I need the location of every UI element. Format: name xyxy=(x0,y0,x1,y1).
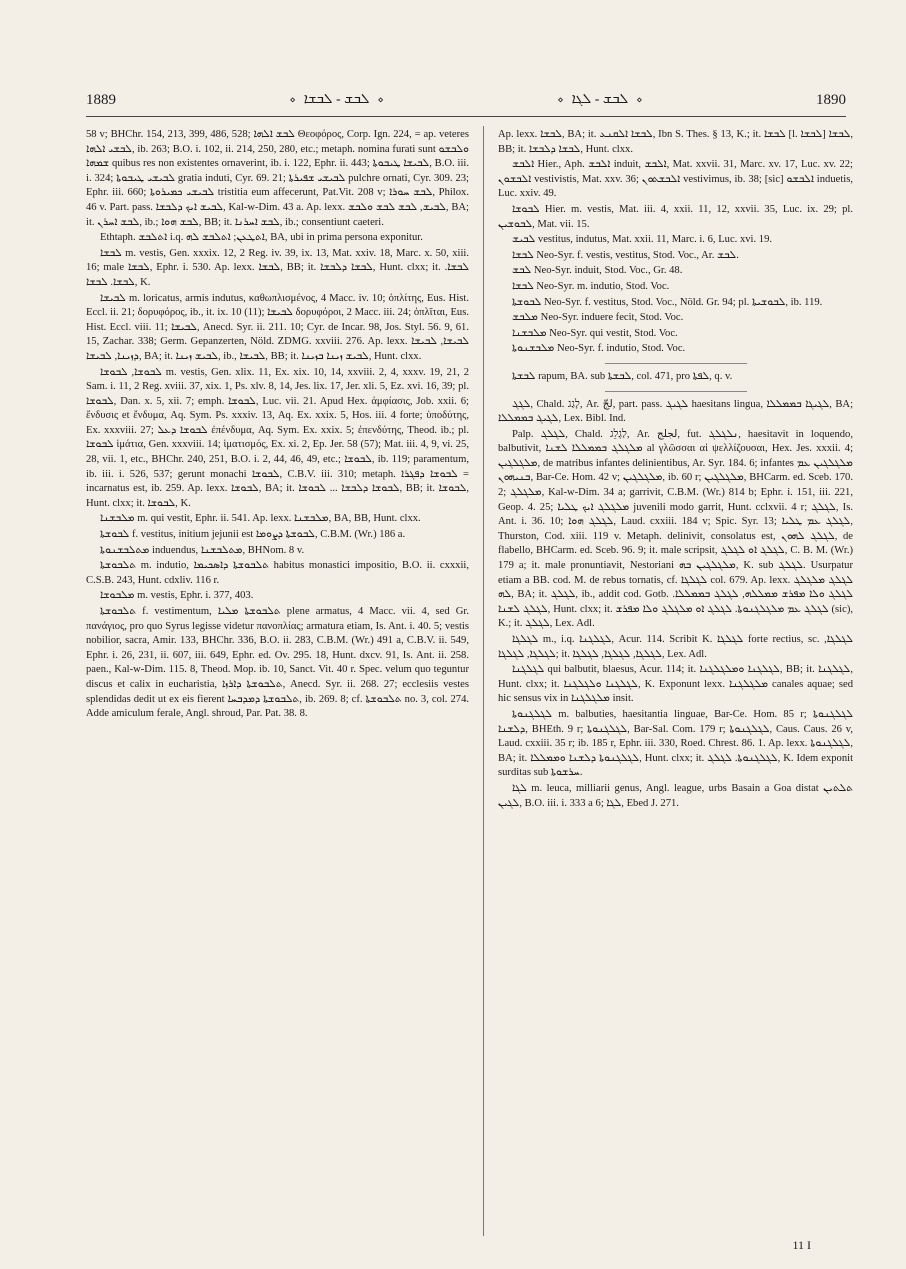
right-running-title-text: ܠܒܫ - ܠܓܐ xyxy=(571,92,629,107)
entry-paragraph: ܠܒܝܫ vestitus, indutus, Mat. xxii. 11, Marc. i. 6, Luc. xvi. 19. xyxy=(512,234,773,246)
entry-paragraph: ܡܬܠܒܫܢܘܬܐ induendus, ܡܬܠܒܫܢܐ, BHNom. 8 v. xyxy=(100,544,305,556)
right-page-number: 1890 xyxy=(816,91,846,108)
entry-paragraph: ܠܓܓ, Chald. לָגַג, Ar. لجّ, part. pass. ܠܓܝܓ haesitans lingua, ܠܓܝܓܐ ܒܡܡܠܠܐ, BA; ܠܓܝܓ ܒܡܡܠܠܐ, Lex. Bibl. Ind. xyxy=(498,398,854,425)
entry-paragraph: ܠܒܘܫܐ Hier. m. vestis, Mat. iii. 4, xxii. 11, 12, xxvii. 35, Luc. ix. 29; pl. ܠܒܘܫܝܢ, Mat. vii. 15. xyxy=(498,203,853,230)
entry-paragraph: ܠܒܘܫܬܐ Neo-Syr. f. vestitus, Stod. Voc., Nöld. Gr. 94; pl. ܠܒܘܫܝܬܐ, ib. 119. xyxy=(512,296,823,308)
entry-paragraph: ܡܠܒܫܢܐ m. qui vestit, Ephr. ii. 541. Ap. lexx. ܡܠܒܫܢܐ, BA, BB, Hunt. clxx. xyxy=(100,513,421,525)
ornament-icon: ⋄ xyxy=(289,94,296,106)
entry-paragraph: Palp. ܠܓܠܓ, Chald. לַגְלֵג, Ar. لجلج, fut. ܢܠܓܠܓ, haesitavit in loquendo, balbutivit, ܡܠܓܠܓ ܒܡܡܠܠܐ ܠܫܢܐ al γλῶσσαι αἱ ψελλίζουσαι, Hex. Jes. xxxii. 4; ܡܠܓܠܓܝܢ, de matribus infantes delinientibus, Ar. Syr. 184. 6; infantes ܡܠܓܠܓܝܢ ܥܡ ܒܢܝܗܘܢ, Bar-Ce. Hom. 42 v; ܡܠܓܠܓܝܢ, ib. 60 r; ܡܠܓܠܓܝܢ, BHCarm. ed. Sceb. 170. 2; ܡܠܓܠܓ, Kal-w-Dim. 34 a; garrivit, C.B.M. (Wr.) 814 b; Ephr. i. 151, iii. 221, Geop. 4. 25; ܡܠܓܠܓ ܐܝܟ ܛܠܝܐ juvenili modo garrit, Hunt. cclxvii. 4 r; ܠܓܠܓ, Is. Ant. i. 36. 10; ܠܓܠܓ ܗܘܐ, Laud. cxxiii. 184 v; Spic. Syr. 13; ܠܓܠܓ ܥܡ ܛܠܝܐ, Thurston, Cod. xiii. 119 v. Metaph. delinivit, consolatus est, ܠܓܠܓ ܠܗܘܢ, de flabello, BHCarm. ed. Sceb. 96. 9; it. male scripsit, ܠܓܠܓ ܐܘ ܠܓܠܓ, C. B. M. (Wr.) 179 a; it. male pronuntiavit, Nestoriani ܡܠܓܠܓܝܢ ܒܗ, K. sub ܠܓܠܓ. Usurpatur etiam a BB. cod. M. de rebus tornatis, cf. ܠܓܠܓܐ col. 679. Ap. lexx. ܠܓܠܓ ܡܠܓܠܓ ܠܗ, BA; it. ܠܓܠܓ, ib., addit cod. Gotb. ܠܓܠܓ ܘܠܐ ܡܦܪܫ ܡܡܠܠܗ, ܠܓܠܓ ܒܡܡܠܠܐ. ܠܓܠܓ ܠܫܢܐ, Hunt. clxx; it. ܠܓܠܓ ܥܡ ܡܠܓܠܓܢܘܬܐ. ܠܓܠܓ ܐܘ ܡܠܓܠܓ ܘܠܐ ܡܦܪܫ (sic), K.; it. ܠܓܠܓ, Lex. Adl. xyxy=(498,428,854,630)
entry-paragraph: ܠܒܫܐ Neo-Syr. f. vestis, vestitus, Stod. Voc., Ar. ܠܒܫ. xyxy=(512,249,739,261)
entry-paragraph: Ethtaph. ܐܬܠܒܫ i.q. ܐܬܛܥܢ; ܐܬܠܒܫ ܠܗ, BA, ubi in prima persona exponitur. xyxy=(100,232,423,244)
left-column xyxy=(86,128,469,723)
page-header xyxy=(86,88,846,112)
entry-paragraph: ܡܠܒܫܢܘܬܐ Neo-Syr. f. indutio, Stod. Voc. xyxy=(512,343,686,355)
entry-paragraph: ܠܒܘܫܐ, ܠܒܘܫܐ m. vestis, Gen. xlix. 11, Ex. xix. 10, 14, xxviii. 2, 4, xxxv. 19, 21, 2 Sam. i. 11, 2 Reg. xviii. 37, xix. 1, Ps. xlv. 8, 14, Jes. lix. 17, Jer. xli. 5, Ez. xvi. 16, 39; pl. ܠܒܘܫܐ, Dan. x. 5, xii. 7; emph. ܠܒܘܫܐ, Luc. vii. 21. Apud Hex. ἀμφίασις, Job. xxii. 6; ἔνδυσις et ἔνδυμα, Aq. Sym. Ps. xxxiv. 13, Aq. Ex. xxix. 5, Hos. iii. 4 forte; ὑποδύτης, Ex. xxxviii. 27; ܠܒܘܫܐ ܕܥܠ ἐπένδυμα, Aq. Sym. Ex. xxix. 5; ἐπενδύτης, Theod. ib.; pl. ܠܒܘܫܐ ἱμάτια, Gen. xxxviii. 14; ἱματισμός, Ex. xi. 2, Ep. Jer. 58 (57); Mat. iii. 4, 9, vi. 25, 28, vii. 1, etc., BHChr. 240, 251, B.O. i. 2, 44, 46, 49, etc.; ܠܒܘܫܐ, ib. 119; paramentum, ib. iii. i. 526, 537; gerunt monachi ܠܒܘܫܐ, C.B.V. iii. 310; metaph. ܠܒܘܫܐ ܕܦܓܪܐ = incarnatus est, ib. 259. Ap. lexx. ܠܒܘܫܐ, BA; it. ܠܒܘܫܐ ܕܠܒܫܐ ... ܠܒܘܫܐ, BB; it. ܠܒܘܫܐ, Hunt. clxx; it. ܠܒܘܫܐ, K. xyxy=(86,366,469,509)
section-divider xyxy=(605,391,747,392)
entry-paragraph: ܠܒܫܐ m. vestis, Gen. xxxix. 12, 2 Reg. iv. 39, ix. 13, Mat. xxiv. 18, Marc. x. 50, xiii. 16; male ܠܒܫܐ, Ephr. i. 530. Ap. lexx. ܠܒܫܐ, BB; it. ܠܒܫܐ ܕܠܒܫܐ, Hunt. clxx; it. ܠܒܫܐ. ܠܒܫܐ. ܠܒܫܐ, K. xyxy=(86,247,470,288)
right-column xyxy=(498,128,853,812)
entry-paragraph: Ap. lexx. ܠܒܫܐ, BA; it. ܠܒܫܐ ܐܠܩܢܥ, Ibn S. Thes. § 13, K.; it. ܠܒܫܐ [l. ܠܒܫܐ] ܠܒܫܐ, BB; it. ܠܒܫܐ ܕܠܒܫܐ, Hunt. clxx. xyxy=(498,129,854,155)
entry-paragraph: ܡܠܒܘܫܐ m. vestis, Ephr. i. 377, 403. xyxy=(100,590,254,602)
entry-paragraph: ܡܠܒܫ Neo-Syr. induere fecit, Stod. Voc. xyxy=(512,312,684,324)
entry-paragraph: ܐܠܒܫ Hier., Aph. ܐܠܒܫ induit, ܐܠܒܫ, Mat. xxvii. 31, Marc. xv. 17, Luc. xv. 22; ܐܠܒܫܘܢ vestivistis, Mat. xxv. 36; ܐܠܒܫܬܘܢ vestivimus, ib. 38; [sic] ܐܠܒܫܘ induetis, Luc. xxiv. 49. xyxy=(498,159,854,200)
header-rule xyxy=(86,116,846,117)
entry-paragraph: 58 v; BHChr. 154, 213, 399, 486, 528; ܠܒܫ ܐܠܗܐ Θεοφόρος, Corp. Ign. 224, = ap. veteres ܠܒܫܝ ܐܠܗܐ, ib. 263; B.O. i. 102, ii. 214, 250, 280, etc.; metaph. nomina furati sunt ܘܠܒܫܘ ܫܡܗܐ quibus res non existentes ornaverint, ib. i. 122, Ephr. ii. 443; ܠܒܝܫܐ ܛܝܒܘܬܐ, B.O. iii. i. 324; ܠܒܝܫܝ ܛܝܒܘܬܐ gratia induti, Cyr. 69. 21; ܠܒܝܫܝ ܫܦܝܪܬܐ pulchre ornati, Cyr. 309. 23; Ephr. iii. 660; ܠܒܝܫܝ ܟܡܝܪܘܬܐ tristitia eum affecerunt, Pat.Vit. 208 v; ܠܒܫ ܚܘܪܐ, Philox. 46 v. Part. pass. ܠܒܝܫ ܐܝܟ ܕܠܒܫܐ, Kal-w-Dim. 43 a. Ap. lexx. ܠܒܝܫ, ܠܒܫ ܠܒܫ ܘܠܒܫ, BA; it. ܠܒܫ ܐܚܪܢ, ib.; ܠܒܫ ܗܘܐ, BB; it. ܠܒܫ ܐܚܪܢܐ, ib.; consentiunt caeteri. xyxy=(86,129,470,228)
left-running-title xyxy=(290,92,384,108)
entry-paragraph: ܬܠܒܘܫܬܐ m. indutio, ܬܠܒܘܫܬܐ ܕܐܣܟܝܡܐ habitus monastici impositio, B.O. ii. cxxxii, C.S.B. 243, Hunt. cdxliv. 116 r. xyxy=(86,560,469,586)
entry-paragraph: ܠܒܝܫܐ m. loricatus, armis indutus, καθωπλισμένος, 4 Macc. iv. 10; ὁπλίτης, Eus. Hist. Eccl. ii. 21; δορυφόρος, ib., it. ix. 10 (11); ܠܒܝܫܐ δορυφόροι, 2 Macc. iii. 24; ὁπλῖται, Eus. Hist. Eccl. viii. 11; ܠܒܝܫܐ, Anecd. Syr. ii. 211. 10; Cyr. de Incar. 98, Jos. Styl. 56. 9, 61. 15, Zachar. 338; Germ. Gepanzerten, Nöld. ZDMG. xxviii. 276. Ap. lexx. ܠܒܝܫܐ, ܠܒܝܫܐ ܕܙܝܢܐ, ܠܒܝܫܐ, BA; it. ܠܒܝܫ ܙܝܢܐ, ib., ܠܒܝܫܐ, BB; it. ܠܒܝܫ ܙܝܢܐ ܒܙܝܢܐ, Hunt. clxx. xyxy=(86,292,469,362)
section-divider xyxy=(605,363,747,364)
entry-paragraph: ܠܓܠܓܢܐ qui balbutit, blaesus, Acur. 114; it. ܠܓܠܓܢܐ ܘܡܠܓܠܓܢܐ, BB; it. ܠܓܠܓܢܐ, Hunt. clxx; it. ܠܓܠܓܢܐ ܘܠܓܠܓܢܐ, K. Exponunt lexx. ܡܠܓܠܓܢܐ canales aquae; sed hic sensus vix in ܡܠܓܠܓܢܐ insit. xyxy=(498,664,853,705)
entry-paragraph: ܠܒܫ Neo-Syr. induit, Stod. Voc., Gr. 48. xyxy=(512,265,683,277)
ornament-icon: ⋄ xyxy=(377,94,384,106)
entry-paragraph: ܬܠܒܘܫܬܐ f. vestimentum, ܬܠܒܘܫܬܐ ܡܠܝܐ plene armatus, 4 Macc. vii. 4, sed Gr. πανάγιος, pro quo Syrus legisse videtur πανοπλίας; armatura etiam, Is. Ant. i. 40. 5; vestis nobilior, sacra, Amir. 133, BHChr. 336, B.O. ii. 283, C.B.M. (Wr.) 491 a, C.B.V. ii. 549, Ephr. i. 26, 231, ii. 607, iii. 649, Ephr. ed. Ov. 295. 18, Hunt. dxcv. 91, Is. Ant. ii. 258. paen., Kal-w-Dim. 115. 8, Theod. Mop. ib. 10, Sanct. Vit. 40 r. Spec. velum quo teguntur discus et calix in eucharistia, ܬܠܒܘܫܬܐ ܕܐܪܙܐ, Anecd. Syr. ii. 268. 27; ecclesiis vestes splendidas dedit ut ex eis fierent ܬܠܒܘܫܬܐ ܕܡܕܒܚܐ, ib. 269. 8; cf. ܬܠܒܘܫܬܐ no. 3, col. 274. Adde amiculum ferale, Angl. shroud, Par. Pat. 38. 8. xyxy=(86,606,470,720)
signature-mark: 11 I xyxy=(792,1238,811,1252)
left-running-title-text: ܠܒܫ - ܠܒܫܐ xyxy=(303,92,370,107)
entry-paragraph: ܠܓܠܓܐ m., i.q. ܠܓܠܓܢܐ, Acur. 114. Scribit K. ܠܓܠܓܐ forte rectius, sc. ܠܓܠܓܐ, ܠܓܠܓܐ, ܠܓܠܓܐ; it. ܠܓܠܓܐ, ܠܓܠܓܐ, ܠܓܠܓܐ, Lex. Adl. xyxy=(498,634,853,660)
entry-paragraph: ܠܒܫܐ Neo-Syr. m. indutio, Stod. Voc. xyxy=(512,280,670,292)
ornament-icon: ⋄ xyxy=(636,94,643,106)
entry-paragraph: ܠܓܠܓܢܘܬܐ m. balbuties, haesitantia linguae, Bar-Ce. Hom. 85 r; ܠܓܠܓܢܘܬܐ ܕܠܫܢܐ, BHEth. 9 r; ܠܓܠܓܢܘܬܐ, Bar-Sal. Com. 179 r; ܠܓܠܓܢܘܬܐ, Caus. Caus. 26 v, Laud. cxxiii. 35 r; ib. 185 r, Ephr. iii. 330, Roed. Chrest. 86. 1. Ap. lexx. ܠܓܠܓܢܘܬܐ, BA; it. ܠܓܠܓܢܘܬܐ ܕܠܫܢܐ ܘܡܡܠܠܐ, Hunt. clxx; it. ܠܓܠܓܢܘܬܐ. ܠܓܠܓ, K. Idem exponit surditas sub ܚܪܫܘܬܐ. xyxy=(498,708,854,779)
entry-paragraph: ܠܓܐ m. leuca, milliarii genus, Angl. league, urbs Basain a Goa distat ܬܠܬܝܢ ܠܓܝܢ, B.O. iii. i. 333 a 6; ܠܓܐ, Ebed J. 271. xyxy=(498,782,853,809)
ornament-icon: ⋄ xyxy=(557,94,564,106)
entry-paragraph: ܠܒܘܫܬܐ f. vestitus, initium jejunii est ܠܒܘܫܬܐ ܕܨܘܡܐ, C.B.M. (Wr.) 186 a. xyxy=(100,529,406,541)
right-running-title xyxy=(557,92,642,108)
left-page-number: 1889 xyxy=(86,91,116,108)
entry-paragraph: ܡܠܒܫܢܐ Neo-Syr. qui vestit, Stod. Voc. xyxy=(512,327,678,339)
column-separator xyxy=(483,126,484,1236)
entry-paragraph: ܠܒܫܬܐ rapum, BA. sub ܠܒܫܬܐ, col. 471, pro ܠܦܬܐ, q. v. xyxy=(512,370,733,382)
